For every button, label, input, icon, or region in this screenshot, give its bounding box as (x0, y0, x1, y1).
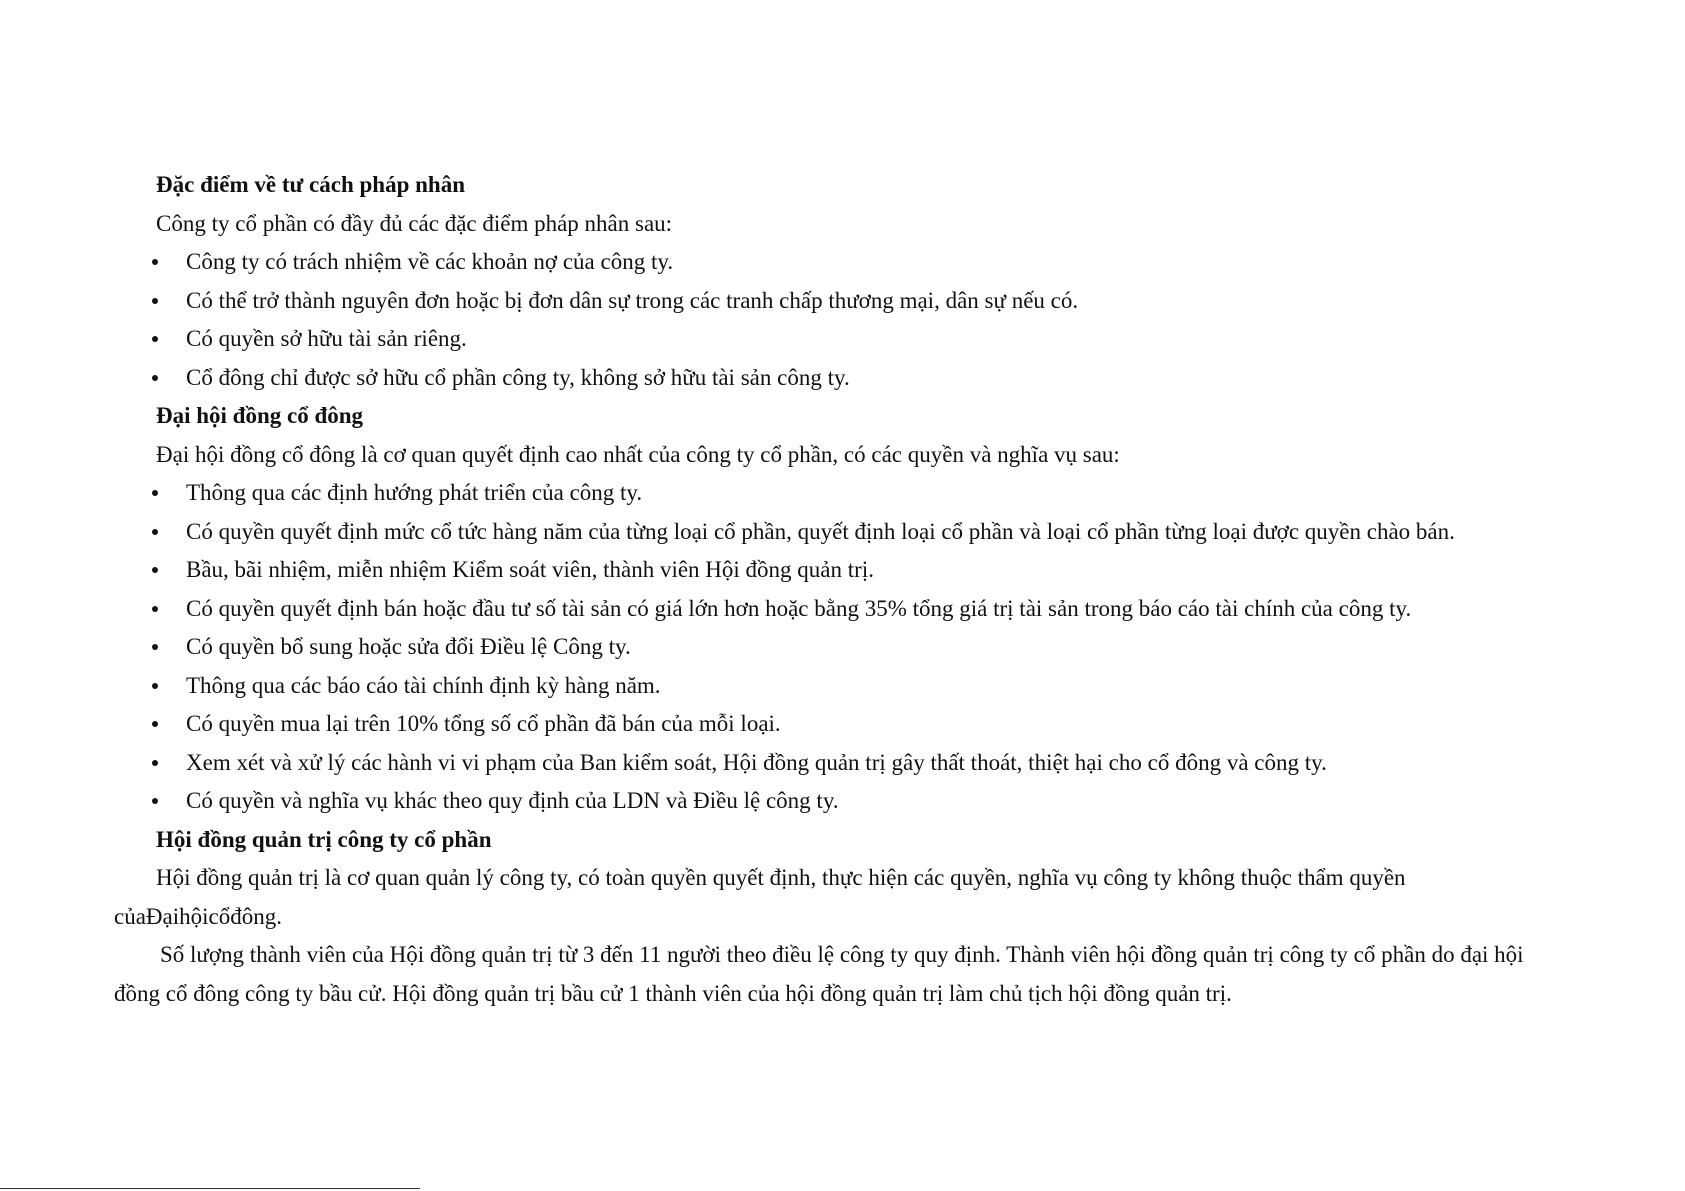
bullet-icon (152, 490, 158, 496)
bullet-icon (152, 298, 158, 304)
bullet-icon (152, 644, 158, 650)
list-item: Thông qua các báo cáo tài chính định kỳ hàng năm. (114, 667, 1574, 706)
section-intro-shareholders-meeting: Đại hội đồng cổ đông là cơ quan quyết định cao nhất của công ty cổ phần, có các quyền và nghĩa vụ sau: (156, 441, 1120, 467)
bullet-icon (152, 567, 158, 573)
list-item: Có quyền và nghĩa vụ khác theo quy định của LDN và Điều lệ công ty. (114, 782, 1574, 821)
list-item: Xem xét và xử lý các hành vi vi phạm của Ban kiểm soát, Hội đồng quản trị gây thất thoát, thiệt hại cho cổ đông và công ty. (114, 744, 1574, 783)
paragraph-board-members: Số lượng thành viên của Hội đồng quản trị từ 3 đến 11 người theo điều lệ công ty quy định. Thành viên hội đồng quản trị công ty cổ phần do đại hội đồng cổ đông công ty bầu cử. Hội đồng quản trị bầu cử 1 thành viên của hội đồng quản trị làm chủ tịch hội đồng quản trị. (114, 942, 1524, 1006)
bullet-list-shareholders-meeting (114, 474, 1574, 821)
bullet-icon (152, 721, 158, 727)
bullet-icon (152, 259, 158, 265)
bullet-icon (152, 375, 158, 381)
footnote-separator (0, 1188, 420, 1189)
paragraph-board-definition: Hội đồng quản trị là cơ quan quản lý công ty, có toàn quyền quyết định, thực hiện các quyền, nghĩa vụ công ty không thuộc thẩm quyền củaĐạihộicổđông. (114, 865, 1406, 929)
list-item: Cổ đông chỉ được sở hữu cổ phần công ty, không sở hữu tài sản công ty. (114, 359, 1574, 398)
list-item: Công ty có trách nhiệm về các khoản nợ của công ty. (114, 243, 1574, 282)
bullet-list-legal-entity (114, 243, 1574, 397)
bullet-icon (152, 798, 158, 804)
list-item: Bầu, bãi nhiệm, miễn nhiệm Kiểm soát viên, thành viên Hội đồng quản trị. (114, 551, 1574, 590)
bullet-icon (152, 336, 158, 342)
list-item: Có quyền quyết định bán hoặc đầu tư số tài sản có giá lớn hơn hoặc bằng 35% tổng giá trị tài sản trong báo cáo tài chính của công ty. (114, 590, 1574, 629)
bullet-icon (152, 606, 158, 612)
list-item: Có thể trở thành nguyên đơn hoặc bị đơn dân sự trong các tranh chấp thương mại, dân sự nếu có. (114, 282, 1574, 321)
list-item: Có quyền mua lại trên 10% tổng số cổ phần đã bán của mỗi loại. (114, 705, 1574, 744)
list-item: Thông qua các định hướng phát triển của công ty. (114, 474, 1574, 513)
bullet-icon (152, 760, 158, 766)
section-intro-legal-entity: Công ty cổ phần có đầy đủ các đặc điểm pháp nhân sau: (156, 210, 673, 236)
bullet-icon (152, 529, 158, 535)
list-item: Có quyền sở hữu tài sản riêng. (114, 320, 1574, 359)
list-item: Có quyền quyết định mức cổ tức hàng năm của từng loại cổ phần, quyết định loại cổ phần và loại cổ phần từng loại được quyền chào bán. (114, 513, 1574, 552)
section-heading-legal-entity: Đặc điểm về tư cách pháp nhân (156, 172, 465, 197)
document-body (114, 166, 1574, 1013)
section-heading-board-of-directors: Hội đồng quản trị công ty cổ phần (156, 826, 492, 852)
list-item: Có quyền bổ sung hoặc sửa đổi Điều lệ Công ty. (114, 628, 1574, 667)
bullet-icon (152, 683, 158, 689)
section-heading-shareholders-meeting: Đại hội đồng cổ đông (156, 403, 364, 428)
